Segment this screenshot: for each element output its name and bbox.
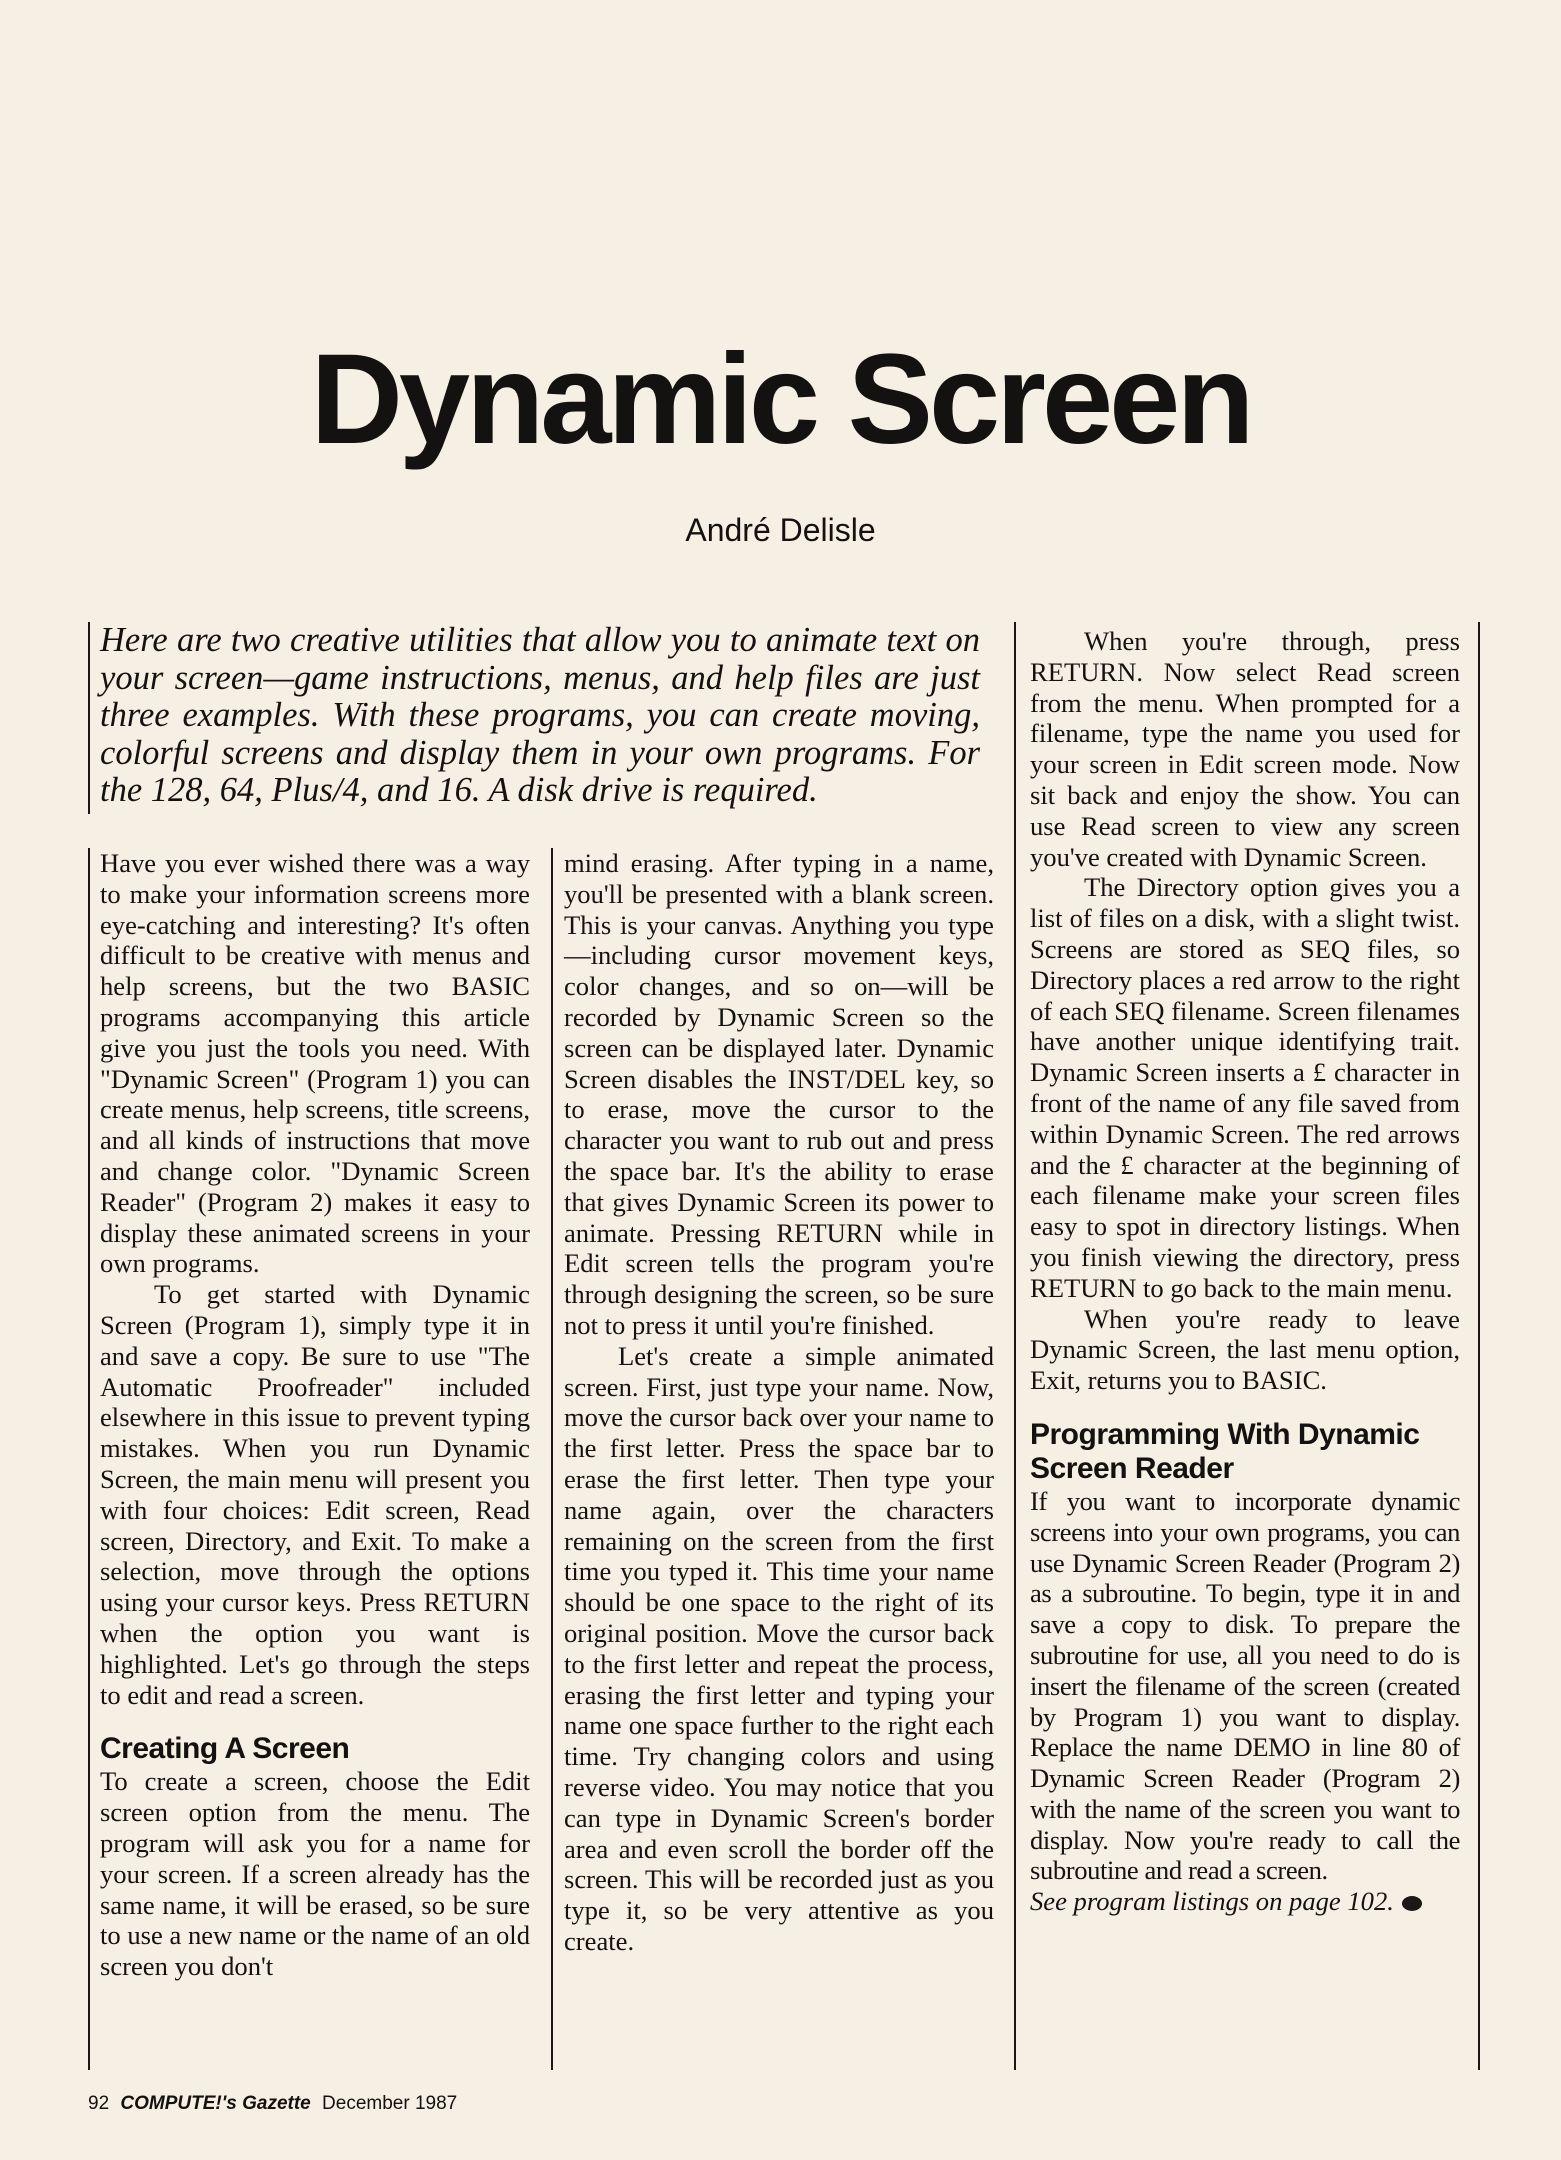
- body-paragraph: To create a screen, choose the Edit screen option from the menu. The program will ask you for a name for your screen. If a screen already has the same name, it will be erased, so be sure to use a new name or the name of an old screen you don't: [100, 1766, 530, 1982]
- intro-left-rule: [88, 622, 90, 814]
- body-paragraph: Have you ever wished there was a way to make your information screens more eye-catching and interesting? It's often difficult to be creative with menus and help screens, but the two BASIC programs accompanying this article give you just the tools you need. With "Dynamic Screen" (Program 1) you can create menus, help screens, title screens, and all kinds of instructions that move and change color. "Dynamic Screen Reader" (Program 2) makes it easy to display these animated screens in your own programs.: [100, 848, 530, 1279]
- column-2: [564, 848, 994, 1957]
- end-of-article-icon: [1402, 1896, 1422, 1911]
- listing-reference: [1030, 1886, 1460, 1917]
- body-paragraph: If you want to incorporate dynamic screens into your own programs, you can use Dynamic Screen Reader (Program 2) as a subroutine. To begin, type it in and save a copy to disk. To prepare the subroutine for use, all you need to do is insert the filename of the screen (created by Program 1) you want to display. Replace the name DEMO in line 80 of Dynamic Screen Reader (Program 2) with the name of the screen you want to display. Now you're ready to call the subroutine and read a screen.: [1030, 1485, 1460, 1886]
- magazine-name: COMPUTE!'s Gazette: [120, 2093, 311, 2114]
- column-rule-outer-right: [1478, 622, 1480, 2070]
- body-paragraph: When you're through, press RETURN. Now select Read screen from the menu. When prompted for a filename, type the name you used for your screen in Edit screen mode. Now sit back and enjoy the show. You can use Read screen to view any screen you've created with Dynamic Screen.: [1030, 626, 1460, 872]
- page-footer: [88, 2093, 457, 2115]
- section-heading: Creating A Screen: [100, 1732, 350, 1766]
- body-paragraph: The Directory option gives you a list of files on a disk, with a slight twist. Screens are stored as SEQ files, so Directory places a red arrow to the right of each SEQ filename. Screen filenames have another unique identifying trait. Dynamic Screen inserts a £ character in front of the name of any file saved from within Dynamic Screen. The red arrows and the £ character at the beginning of each filename make your screen files easy to spot in directory listings. When you finish viewing the directory, press RETURN to go back to the main menu.: [1030, 872, 1460, 1303]
- issue-date: December 1987: [322, 2093, 458, 2114]
- body-paragraph: Let's create a simple animated screen. First, just type your name. Now, move the cursor back over your name to the first letter. Press the space bar to erase the first letter. Then type your name again, over the characters remaining on the screen from the first time you typed it. This time your name should be one space to the right of its original position. Move the cursor back to the first letter and repeat the process, erasing the first letter and typing your name one space further to the right each time. Try changing colors and using reverse video. You may notice that you can type in Dynamic Screen's border area and even scroll the border off the screen. This will be recorded just as you type it, so be very attentive as you create.: [564, 1340, 994, 1956]
- body-paragraph: To get started with Dynamic Screen (Program 1), simply type it in and save a copy. Be sure to use "The Automatic Proofreader" included elsewhere in this issue to prevent typing mistakes. When you run Dynamic Screen, the main menu will present you with four choices: Edit screen, Read screen, Directory, and Exit. To make a selection, move through the options using your cursor keys. Press RETURN when the option you want is highlighted. Let's go through the steps to edit and read a screen.: [100, 1279, 530, 1710]
- section-heading: Programming With Dynamic Screen Reader: [1030, 1417, 1420, 1485]
- intro-block: [100, 622, 980, 810]
- page-number: 92: [88, 2093, 110, 2114]
- intro-text: Here are two creative utilities that allow you to animate text on your screen—game instructions, menus, and help files are just three examples. With these programs, you can create moving, colorful screens and display them in your own programs. For the 128, 64, Plus/4, and 16. A disk drive is required.: [100, 621, 980, 810]
- column-1: [100, 848, 530, 1982]
- author-byline: André Delisle: [685, 512, 876, 548]
- article-title: Dynamic Screen: [310, 328, 1251, 471]
- column-rule-right-inner: [1014, 622, 1016, 2070]
- column-3: [1030, 626, 1460, 1917]
- body-paragraph: mind erasing. After typing in a name, you'll be presented with a blank screen. This is your canvas. Anything you type—including cursor movement keys, color changes, and so on—will be recorded by Dynamic Screen so the screen can be displayed later. Dynamic Screen disables the INST/DEL key, so to erase, move the cursor to the character you want to rub out and press the space bar. It's the ability to erase that gives Dynamic Screen its power to animate. Pressing RETURN while in Edit screen tells the program you're through designing the screen, so be sure not to press it until you're finished.: [564, 848, 994, 1340]
- column-rule-left: [88, 848, 90, 2070]
- listing-reference-text: See program listings on page 102.: [1030, 1886, 1394, 1917]
- body-paragraph: When you're ready to leave Dynamic Screen, the last menu option, Exit, returns you to BASIC.: [1030, 1303, 1460, 1396]
- column-rule-middle: [551, 848, 553, 2070]
